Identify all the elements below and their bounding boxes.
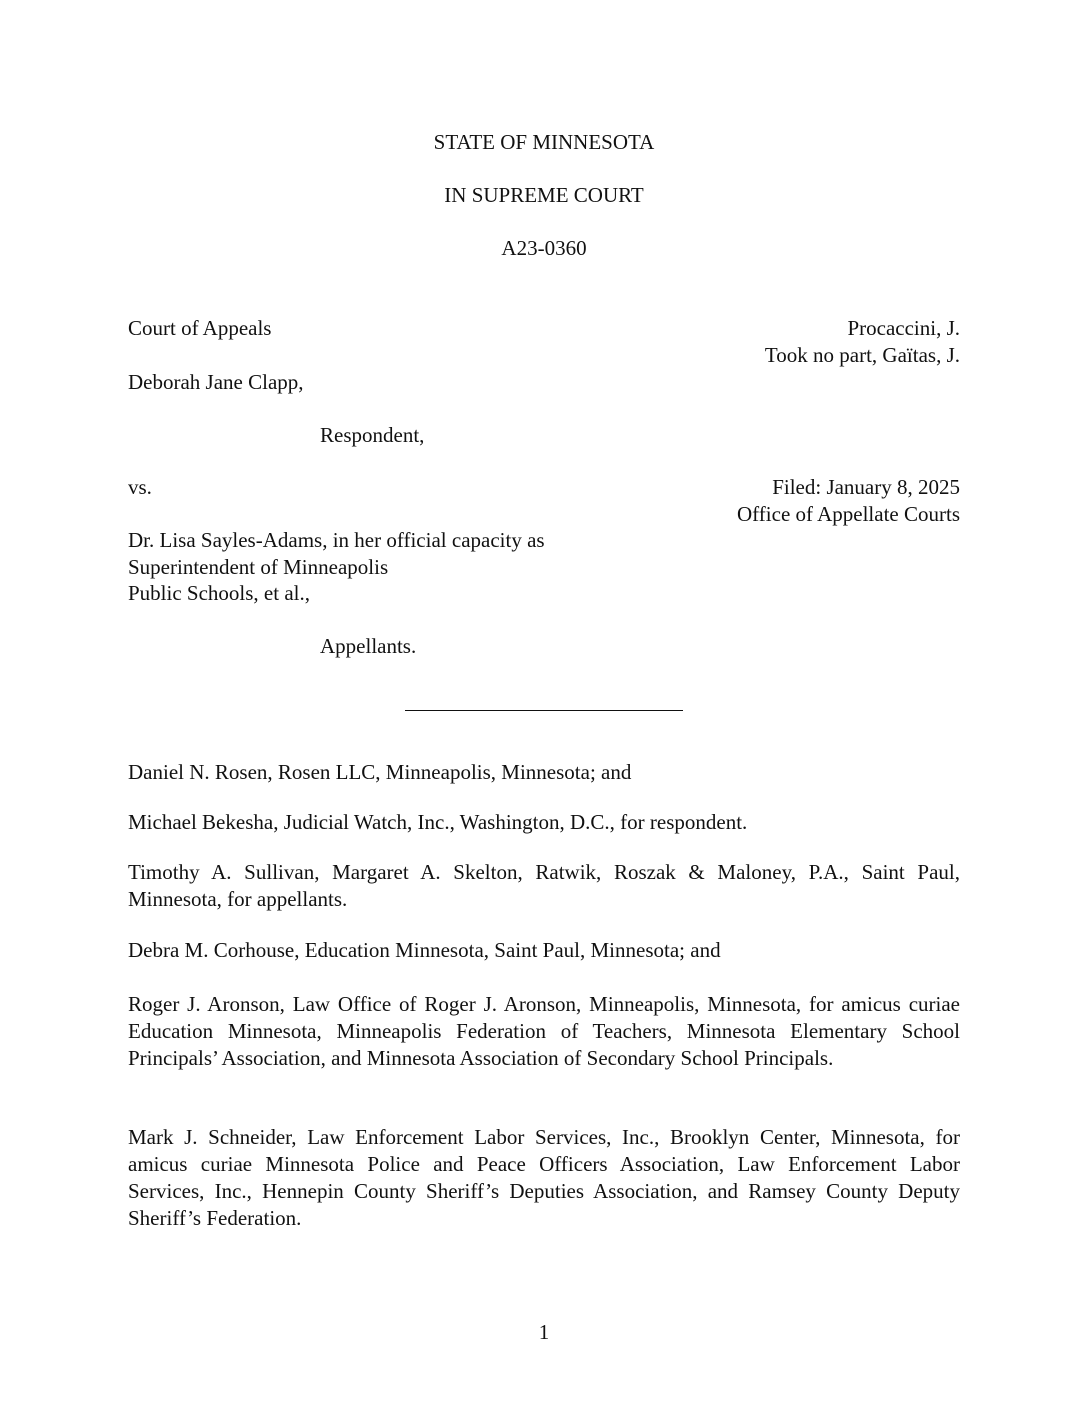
- filing-office: Office of Appellate Courts: [737, 502, 960, 526]
- authoring-justice: Procaccini, J.: [847, 316, 960, 340]
- court-heading: IN SUPREME COURT: [444, 183, 644, 207]
- appellant-line: Superintendent of Minneapolis: [128, 555, 389, 579]
- lower-court: Court of Appeals: [128, 316, 272, 340]
- appellant-line: Public Schools, et al.,: [128, 581, 310, 605]
- caption-divider: [405, 710, 683, 711]
- respondent-label: Respondent,: [320, 423, 425, 447]
- counsel-paragraph: Michael Bekesha, Judicial Watch, Inc., Washington, D.C., for respondent.: [128, 810, 748, 834]
- counsel-paragraph: Debra M. Corhouse, Education Minnesota, Saint Paul, Minnesota; and: [128, 938, 721, 962]
- page-number: 1: [538, 1320, 550, 1344]
- counsel-paragraph: Daniel N. Rosen, Rosen LLC, Minneapolis, Minnesota; and: [128, 760, 632, 784]
- state-heading: STATE OF MINNESOTA: [433, 130, 655, 154]
- appellants-label: Appellants.: [320, 634, 417, 658]
- counsel-paragraph: Roger J. Aronson, Law Office of Roger J. Aronson, Minneapolis, Minnesota, for amicus curiae Education Minnesota, Minneapolis Federation of Teachers, Minnesota Elementary School Principals’ Association, and Minnesota Association of Secondary School Principals.: [128, 992, 960, 1070]
- respondent-name: Deborah Jane Clapp,: [128, 370, 304, 394]
- appellant-line: Dr. Lisa Sayles-Adams, in her official capacity as: [128, 528, 545, 552]
- filed-date: Filed: January 8, 2025: [772, 475, 960, 499]
- versus: vs.: [128, 475, 152, 499]
- docket-number: A23-0360: [501, 236, 587, 260]
- recusal-note: Took no part, Gaïtas, J.: [764, 343, 960, 367]
- counsel-paragraph: Mark J. Schneider, Law Enforcement Labor Services, Inc., Brooklyn Center, Minnesota, for amicus curiae Minnesota Police and Peace Officers Association, Law Enforcement Labor Services, Inc., Hennepin County Sheriff’s Deputies Association, and Ramsey County Deputy Sheriff’s Federation.: [128, 1125, 960, 1230]
- counsel-paragraph: Timothy A. Sullivan, Margaret A. Skelton, Ratwik, Roszak & Maloney, P.A., Saint Paul, Minnesota, for appellants.: [128, 860, 960, 911]
